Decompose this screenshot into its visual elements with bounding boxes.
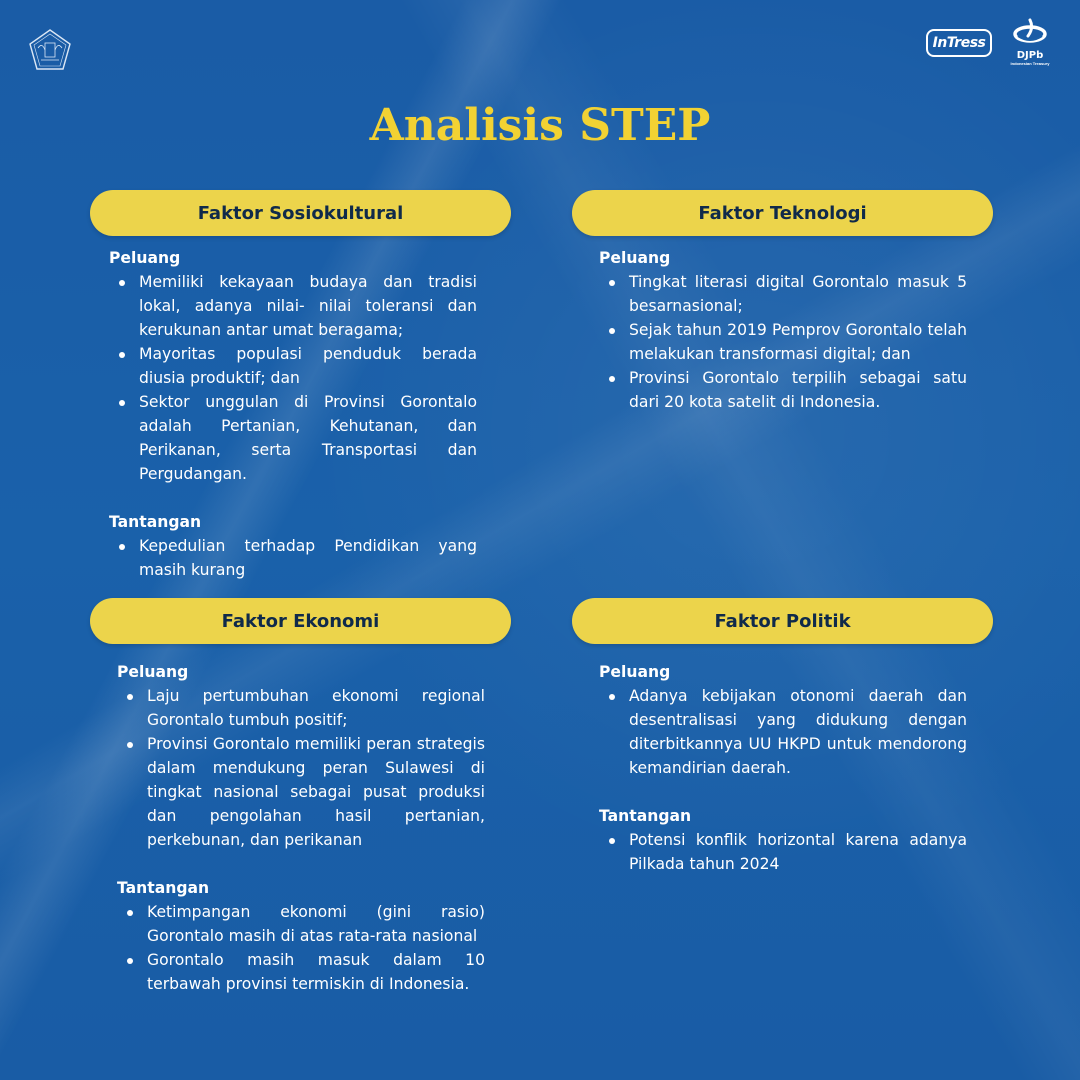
section-politik	[599, 660, 967, 876]
section-teknologi	[599, 246, 967, 414]
djpb-subtitle: Indonesian Treasury	[1010, 61, 1050, 66]
tantangan-list	[599, 828, 967, 876]
peluang-heading: Peluang	[599, 663, 671, 681]
section-sosiokultural	[109, 246, 477, 582]
peluang-list	[599, 270, 967, 414]
tantangan-heading: Tantangan	[109, 513, 202, 531]
list-item: Ketimpangan ekonomi (gini rasio) Gorontalo masih di atas rata-rata nasional	[147, 900, 485, 948]
peluang-heading: Peluang	[117, 663, 189, 681]
peluang-heading: Peluang	[599, 249, 671, 267]
list-item: Gorontalo masih masuk dalam 10 terbawah provinsi termiskin di Indonesia.	[147, 948, 485, 996]
factor-header-sosiokultural: Faktor Sosiokultural	[90, 190, 511, 236]
section-ekonomi	[117, 660, 485, 996]
factor-header-ekonomi: Faktor Ekonomi	[90, 598, 511, 644]
factor-header-politik: Faktor Politik	[572, 598, 993, 644]
tantangan-heading: Tantangan	[599, 807, 692, 825]
djpb-logo	[1002, 18, 1058, 70]
tantangan-heading: Tantangan	[117, 879, 210, 897]
djpb-name: DJPb	[1016, 50, 1044, 61]
list-item: Sejak tahun 2019 Pemprov Gorontalo telah melakukan transformasi digital; dan	[629, 318, 967, 366]
intress-logo: InTress	[926, 29, 992, 57]
djpb-mark-icon	[1010, 18, 1050, 48]
list-item: Adanya kebijakan otonomi daerah dan desentralisasi yang didukung dengan diterbitkannya UU HKPD untuk mendorong kemandirian daerah.	[629, 684, 967, 780]
list-item: Memiliki kekayaan budaya dan tradisi lokal, adanya nilai- nilai toleransi dan kerukunan antar umat beragama;	[139, 270, 477, 342]
list-item: Mayoritas populasi penduduk berada diusia produktif; dan	[139, 342, 477, 390]
list-item: Provinsi Gorontalo memiliki peran strategis dalam mendukung peran Sulawesi di tingkat nasional sebagai pusat produksi dan pengolahan hasil pertanian, perkebunan, dan perikanan	[147, 732, 485, 852]
list-item: Sektor unggulan di Provinsi Gorontalo adalah Pertanian, Kehutanan, dan Perikanan, serta Transportasi dan Pergudangan.	[139, 390, 477, 486]
list-item: Provinsi Gorontalo terpilih sebagai satu dari 20 kota satelit di Indonesia.	[629, 366, 967, 414]
list-item: Laju pertumbuhan ekonomi regional Gorontalo tumbuh positif;	[147, 684, 485, 732]
peluang-list	[109, 270, 477, 486]
list-item: Potensi konflik horizontal karena adanya Pilkada tahun 2024	[629, 828, 967, 876]
peluang-list	[117, 684, 485, 852]
peluang-list	[599, 684, 967, 780]
factor-header-teknologi: Faktor Teknologi	[572, 190, 993, 236]
tantangan-list	[109, 534, 477, 582]
tantangan-list	[117, 900, 485, 996]
peluang-heading: Peluang	[109, 249, 181, 267]
list-item: Tingkat literasi digital Gorontalo masuk 5 besarnasional;	[629, 270, 967, 318]
list-item: Kepedulian terhadap Pendidikan yang masih kurang	[139, 534, 477, 582]
kemenkeu-emblem-icon	[28, 28, 72, 72]
page-title: Analisis STEP	[369, 100, 711, 151]
